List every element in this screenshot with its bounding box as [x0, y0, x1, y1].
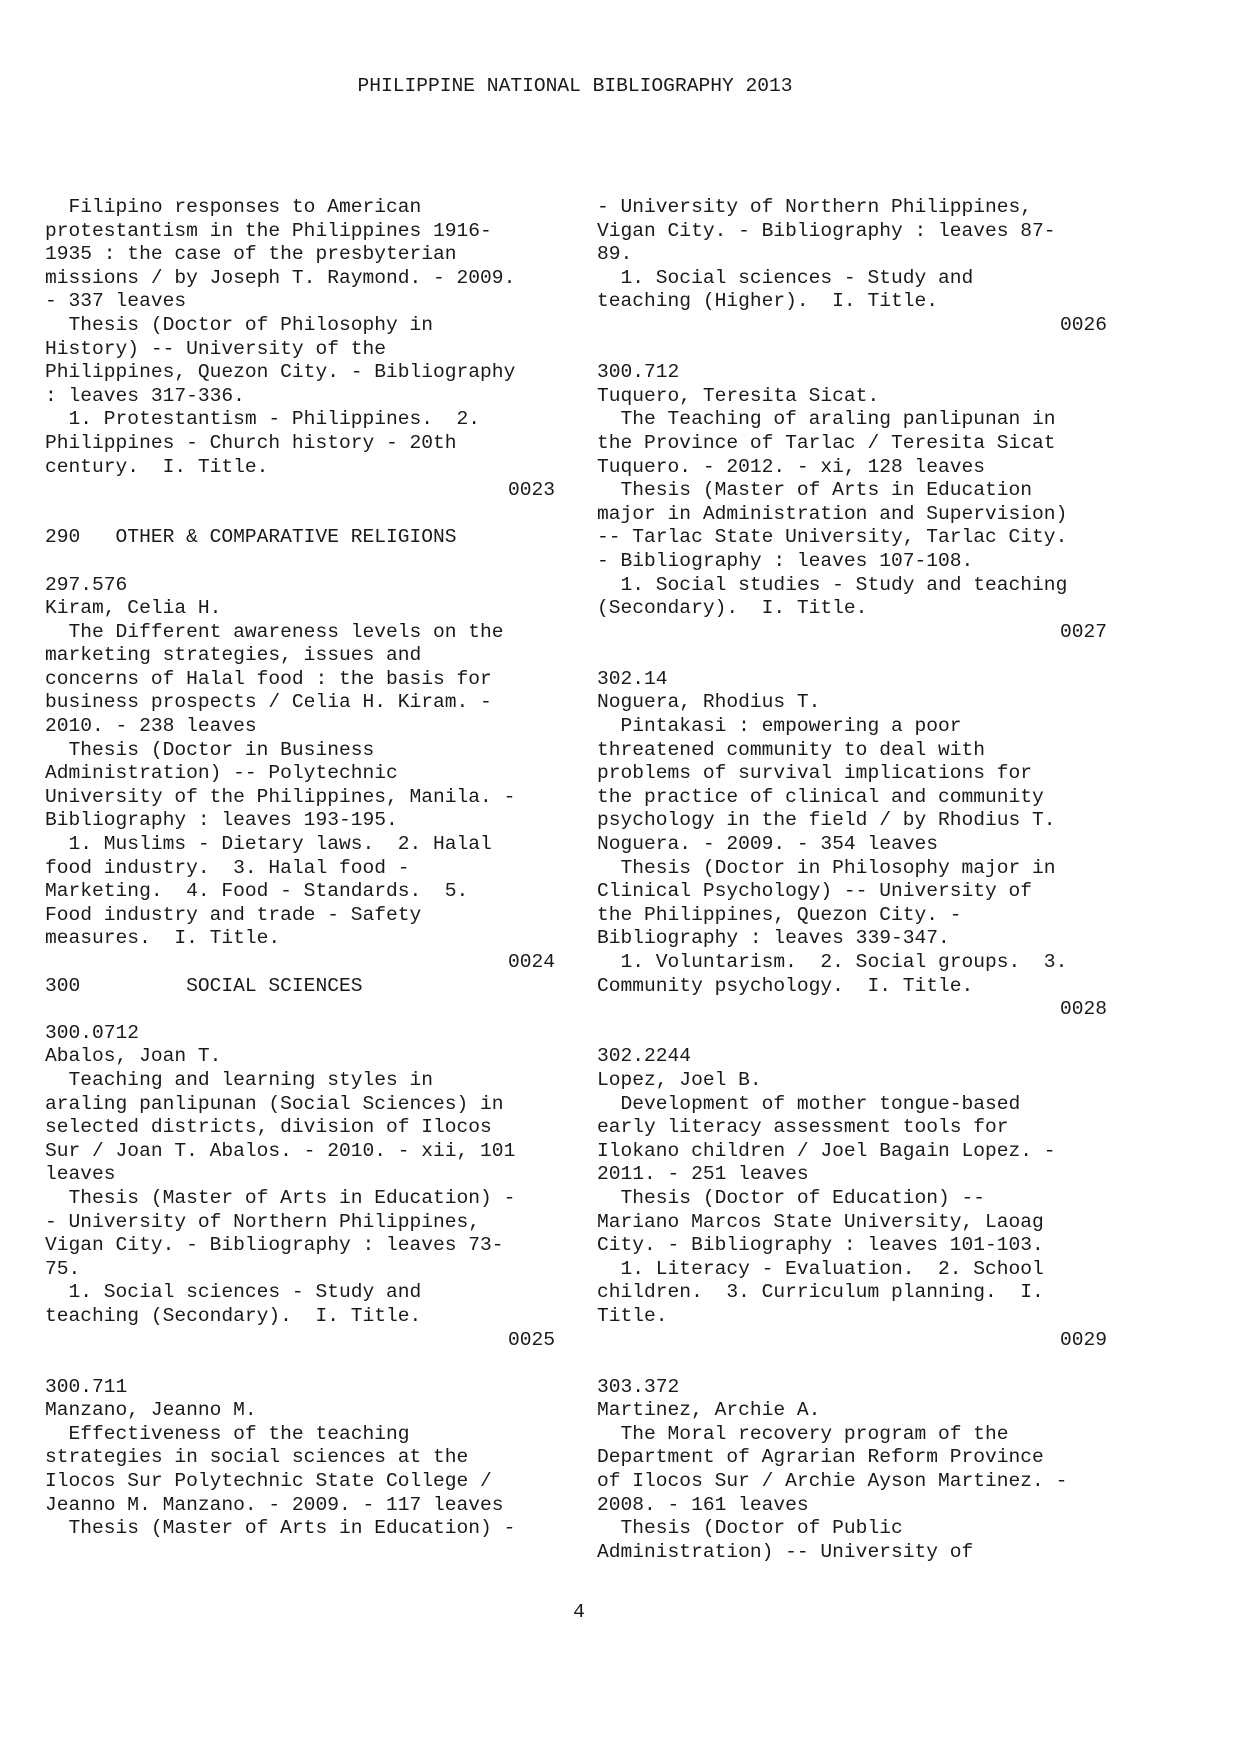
- text-line: Marketing. 4. Food - Standards. 5.: [45, 880, 469, 903]
- text-line: 1. Muslims - Dietary laws. 2. Halal: [45, 833, 492, 856]
- entry-number: 0025: [507, 1328, 555, 1351]
- text-line: 1935 : the case of the presbyterian: [45, 243, 457, 266]
- text-line: marketing strategies, issues and: [45, 644, 422, 667]
- text-line: Department of Agrarian Reform Province: [597, 1446, 1044, 1469]
- text-line: 300.712: [597, 361, 680, 384]
- right-column: [597, 196, 1107, 1564]
- text-line: food industry. 3. Halal food -: [45, 856, 410, 879]
- text-line: City. - Bibliography : leaves 101-103.: [597, 1234, 1044, 1257]
- text-line: Martinez, Archie A.: [597, 1399, 821, 1422]
- text-line: measures. I. Title.: [45, 927, 281, 950]
- text-line: (Secondary). I. Title.: [597, 597, 868, 620]
- left-column: [45, 196, 555, 1541]
- text-line: araling panlipunan (Social Sciences) in: [45, 1092, 504, 1115]
- text-line: Filipino responses to American: [45, 196, 422, 218]
- text-line: Kiram, Celia H.: [45, 597, 222, 620]
- text-line: University of the Philippines, Manila. -: [45, 785, 516, 808]
- blank-line: [45, 503, 555, 527]
- text-line: Vigan City. - Bibliography : leaves 73-: [45, 1234, 504, 1257]
- text-line: Lopez, Joel B.: [597, 1068, 762, 1091]
- text-line: Bibliography : leaves 339-347.: [597, 927, 950, 950]
- text-line: : leaves 317-336.: [45, 384, 245, 407]
- text-line: The Teaching of araling panlipunan in: [597, 408, 1056, 431]
- text-line: threatened community to deal with: [597, 738, 986, 761]
- text-line: Thesis (Doctor of Philosophy in: [45, 313, 434, 336]
- text-line: protestantism in the Philippines 1916-: [45, 219, 492, 242]
- text-line: century. I. Title.: [45, 455, 269, 478]
- entry-number: 0026: [1059, 313, 1107, 336]
- entry-number: 0024: [507, 951, 555, 973]
- blank-line: [45, 1352, 555, 1376]
- blank-line: [597, 1022, 1107, 1046]
- text-line: Thesis (Master of Arts in Education) -: [45, 1517, 516, 1540]
- text-line: Title.: [597, 1304, 668, 1327]
- text-line: Ilocos Sur Polytechnic State College /: [45, 1470, 492, 1493]
- text-line: missions / by Joseph T. Raymond. - 2009.: [45, 266, 516, 289]
- text-line: of Ilocos Sur / Archie Ayson Martinez. -: [597, 1470, 1068, 1493]
- entry-number: 0027: [1059, 620, 1107, 643]
- text-line: 302.2244: [597, 1045, 692, 1068]
- text-line: - Bibliography : leaves 107-108.: [597, 549, 974, 572]
- text-line: 1. Protestantism - Philippines. 2.: [45, 408, 481, 431]
- text-line: Thesis (Master of Arts in Education) -: [45, 1186, 516, 1209]
- entry-number: 0028: [1059, 998, 1107, 1021]
- text-line: 75.: [45, 1257, 81, 1280]
- text-line: Bibliography : leaves 193-195.: [45, 809, 398, 832]
- text-line: 303.372: [597, 1375, 680, 1398]
- text-line: Pintakasi : empowering a poor: [597, 715, 962, 738]
- text-line: Thesis (Doctor of Public: [597, 1517, 903, 1540]
- text-line: Community psychology. I. Title.: [597, 974, 974, 997]
- text-line: 297.576: [45, 573, 128, 596]
- text-line: Thesis (Master of Arts in Education: [597, 479, 1033, 502]
- text-line: 89.: [597, 243, 633, 266]
- text-line: 302.14: [597, 667, 668, 690]
- text-line: teaching (Secondary). I. Title.: [45, 1304, 422, 1327]
- text-line: psychology in the field / by Rhodius T.: [597, 809, 1056, 832]
- text-line: Jeanno M. Manzano. - 2009. - 117 leaves: [45, 1493, 504, 1516]
- blank-line: [597, 644, 1107, 668]
- text-line: 2008. - 161 leaves: [597, 1493, 809, 1516]
- text-line: 2011. - 251 leaves: [597, 1163, 809, 1186]
- text-line: 1. Literacy - Evaluation. 2. School: [597, 1257, 1044, 1280]
- text-line: Food industry and trade - Safety: [45, 903, 422, 926]
- entry-number: 0023: [507, 479, 555, 502]
- text-line: Noguera, Rhodius T.: [597, 691, 821, 714]
- text-line: teaching (Higher). I. Title.: [597, 290, 938, 313]
- text-line: children. 3. Curriculum planning. I.: [597, 1281, 1044, 1304]
- text-line: Noguera. - 2009. - 354 leaves: [597, 833, 938, 856]
- text-line: 1. Social sciences - Study and: [597, 266, 974, 289]
- text-line: 1. Social studies - Study and teaching: [597, 573, 1068, 596]
- text-line: - 337 leaves: [45, 290, 187, 313]
- text-line: Development of mother tongue-based: [597, 1092, 1021, 1115]
- text-line: Thesis (Doctor in Business: [45, 738, 375, 761]
- entry-number: 0029: [1059, 1328, 1107, 1351]
- text-line: strategies in social sciences at the: [45, 1446, 469, 1469]
- text-line: Effectiveness of the teaching: [45, 1422, 410, 1445]
- text-line: concerns of Halal food : the basis for: [45, 667, 492, 690]
- text-line: Administration) -- University of: [597, 1540, 974, 1563]
- text-line: early literacy assessment tools for: [597, 1116, 1009, 1139]
- text-line: Thesis (Doctor in Philosophy major in: [597, 856, 1056, 879]
- section-heading: 290 OTHER & COMPARATIVE RELIGIONS: [45, 526, 457, 549]
- text-line: -- Tarlac State University, Tarlac City.: [597, 526, 1068, 549]
- text-line: problems of survival implications for: [597, 762, 1033, 785]
- text-line: Tuquero. - 2012. - xi, 128 leaves: [597, 455, 986, 478]
- text-line: Sur / Joan T. Abalos. - 2010. - xii, 101: [45, 1139, 516, 1162]
- text-line: Ilokano children / Joel Bagain Lopez. -: [597, 1139, 1056, 1162]
- page-number: 4: [573, 1601, 585, 1623]
- text-line: 1. Social sciences - Study and: [45, 1281, 422, 1304]
- text-line: Vigan City. - Bibliography : leaves 87-: [597, 219, 1056, 242]
- text-line: The Different awareness levels on the: [45, 620, 504, 643]
- text-line: Administration) -- Polytechnic: [45, 762, 398, 785]
- blank-line: [45, 998, 555, 1022]
- blank-line: [597, 1352, 1107, 1376]
- text-line: Manzano, Jeanno M.: [45, 1399, 257, 1422]
- text-line: the practice of clinical and community: [597, 785, 1044, 808]
- text-line: the Province of Tarlac / Teresita Sicat: [597, 431, 1056, 454]
- text-line: Thesis (Doctor of Education) --: [597, 1186, 986, 1209]
- blank-line: [45, 550, 555, 574]
- text-line: - University of Northern Philippines,: [45, 1210, 481, 1233]
- text-line: leaves: [45, 1163, 116, 1186]
- text-line: Philippines - Church history - 20th: [45, 431, 457, 454]
- text-line: 300.711: [45, 1375, 128, 1398]
- text-line: business prospects / Celia H. Kiram. -: [45, 691, 492, 714]
- text-line: the Philippines, Quezon City. -: [597, 903, 962, 926]
- text-line: The Moral recovery program of the: [597, 1422, 1009, 1445]
- section-heading: 300 SOCIAL SCIENCES: [45, 974, 363, 997]
- text-line: Mariano Marcos State University, Laoag: [597, 1210, 1044, 1233]
- text-line: Abalos, Joan T.: [45, 1045, 222, 1068]
- text-line: - University of Northern Philippines,: [597, 196, 1033, 218]
- text-line: major in Administration and Supervision): [597, 502, 1068, 525]
- text-line: 300.0712: [45, 1021, 140, 1044]
- blank-line: [597, 338, 1107, 362]
- text-line: 2010. - 238 leaves: [45, 715, 257, 738]
- page-title: PHILIPPINE NATIONAL BIBLIOGRAPHY 2013: [357, 75, 793, 97]
- text-line: Teaching and learning styles in: [45, 1068, 434, 1091]
- text-line: Tuquero, Teresita Sicat.: [597, 384, 880, 407]
- text-line: Clinical Psychology) -- University of: [597, 880, 1033, 903]
- text-line: 1. Voluntarism. 2. Social groups. 3.: [597, 951, 1068, 973]
- text-line: selected districts, division of Ilocos: [45, 1116, 492, 1139]
- text-line: History) -- University of the: [45, 337, 386, 360]
- text-line: Philippines, Quezon City. - Bibliography: [45, 361, 516, 384]
